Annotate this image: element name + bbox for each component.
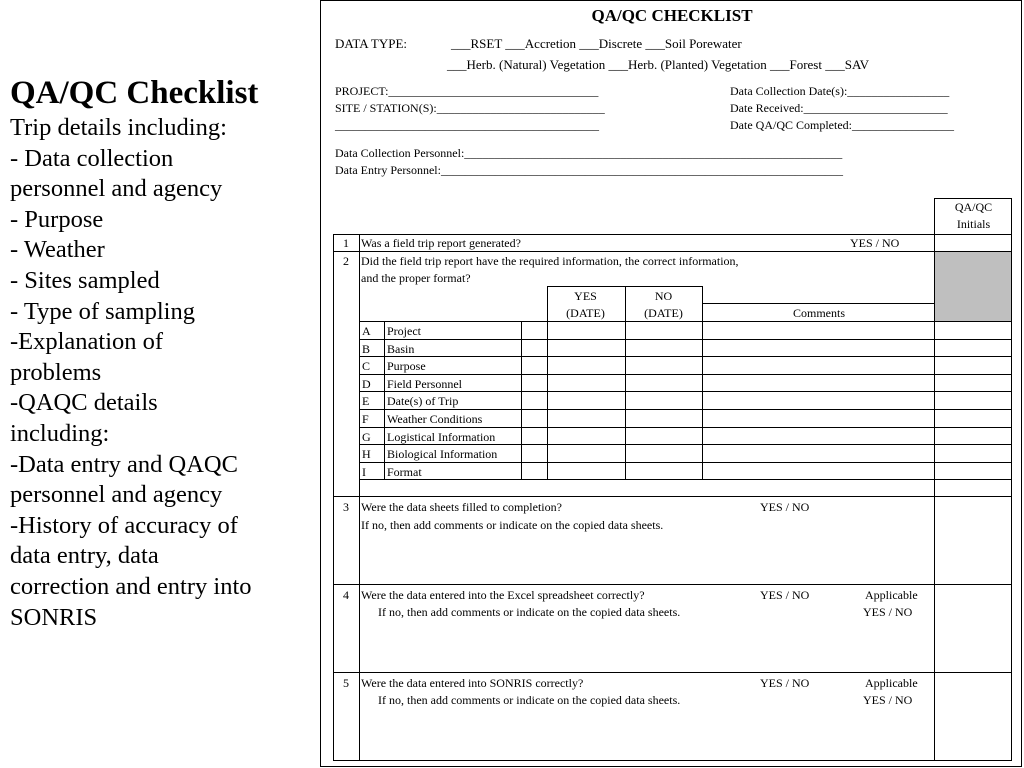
q4-text-line1: Were the data entered into the Excel spreadsheet correctly? [361,588,645,602]
q2-yes-header: YES [574,289,597,303]
q4-answer: YES / NO [760,588,810,602]
grid-line [333,672,1012,673]
form-title: QA/QC CHECKLIST [591,6,753,25]
summary-line: - Weather [10,236,105,264]
grid-line [384,321,385,480]
q2-item-label: Field Personnel [387,376,462,391]
grid-line [333,760,1012,761]
q2-item-label: Project [387,324,421,338]
summary-line: -Explanation of [10,328,164,356]
entry-personnel-field: Data Entry Personnel:___________________________________________________________________ [335,163,843,177]
summary-line: -History of accuracy of [10,511,238,539]
summary-line: - Data collection [10,144,174,172]
summary-line: - Type of sampling [10,297,195,325]
blank-field: ____________________________________________ [335,118,599,132]
summary-line: Trip details including: [10,114,227,141]
summary-line: personnel and agency [10,175,223,203]
q2-no-header: NO [654,289,673,303]
collection-dates-field: Data Collection Date(s):_________________ [730,84,950,98]
q2-item-label: Biological Information [387,447,498,462]
data-type-label: DATA TYPE: [335,36,408,51]
qaqc-checklist-form [320,0,1022,767]
q5-number: 5 [343,676,349,690]
q5-text-line2: If no, then add comments or indicate on the copied data sheets. [378,693,681,707]
grid-line [359,479,1012,480]
project-field: PROJECT:___________________________________ [335,84,599,98]
grid-line [359,234,360,761]
summary-line: problems [10,358,102,386]
q2-item-letter: F [362,412,369,426]
grid-line [702,303,935,304]
q2-item-letter: G [362,429,371,444]
summary-line: -Data entry and QAQC [10,450,238,478]
summary-line: SONRIS [10,603,98,631]
q2-item-label: Weather Conditions [387,412,483,426]
collection-personnel-field: Data Collection Personnel:_______________________________________________________________ [335,146,843,160]
q2-text-line1: Did the field trip report have the required information, the correct information, [361,254,739,268]
summary-line: -QAQC details [10,389,158,417]
date-received-field: Date Received:________________________ [730,101,948,115]
date-qaqc-completed-field: Date QA/QC Completed:_________________ [730,118,954,132]
summary-lines [10,113,310,633]
grid-line [1011,234,1012,761]
summary-line: correction and entry into [10,572,252,600]
grid-line [333,496,1012,497]
q2-text-line2: and the proper format? [361,271,471,285]
q5-applicable-answer: YES / NO [863,693,913,707]
shaded-cell [935,252,1011,321]
grid-line [359,339,1012,340]
initials-header [935,199,1012,233]
q5-answer: YES / NO [760,676,810,690]
grid-line [333,584,1012,585]
q3-text-line1: Were the data sheets filled to completion? [361,500,562,514]
q3-answer: YES / NO [760,500,810,514]
q5-applicable-label: Applicable [865,676,918,690]
q2-comments-header: Comments [792,306,845,320]
summary-title: QA/QC Checklist [10,75,259,111]
summary-line: - Sites sampled [10,266,160,294]
data-type-options-row2: ___Herb. (Natural) Vegetation ___Herb. (Planted) Vegetation ___Forest ___SAV [447,57,870,72]
q2-item-letter: H [362,447,371,462]
q2-item-letter: D [362,376,371,391]
summary-line: personnel and agency [10,481,223,509]
q2-yes-date-label: (DATE) [566,306,605,320]
summary-panel [10,74,310,633]
initials-header-line2: Initials [956,217,991,231]
q2-item-label: Date(s) of Trip [387,394,459,409]
q1-text: Was a field trip report generated? [361,236,521,250]
q2-no-date-label: (DATE) [644,306,683,320]
grid-line [359,356,1012,357]
q4-applicable-answer: YES / NO [863,605,913,619]
q2-item-letter: E [362,394,370,409]
q2-item-label: Purpose [387,359,426,374]
q1-answer: YES / NO [850,236,900,250]
q4-number: 4 [343,588,349,602]
initials-header-line1: QA/QC [954,200,993,214]
data-type-options-row1: ___RSET ___Accretion ___Discrete ___Soil Porewater [451,36,742,51]
q2-item-letter: B [362,341,371,356]
q4-text-line2: If no, then add comments or indicate on the copied data sheets. [378,605,681,619]
q2-no-date-header [625,288,702,322]
site-station-field: SITE / STATION(S):____________________________ [335,101,605,115]
q5-text-line1: Were the data entered into SONRIS correctly? [361,676,584,690]
q2-yes-date-header [547,288,624,322]
q2-item-label: Format [387,464,422,479]
summary-line: data entry, data [10,542,159,570]
q3-text-line2: If no, then add comments or indicate on the copied data sheets. [361,518,664,532]
q2-item-letter: C [362,359,371,374]
summary-line: - Purpose [10,205,104,233]
q2-item-letter: I [362,464,366,479]
q4-applicable-label: Applicable [865,588,918,602]
grid-line [333,251,1012,252]
q2-item-label: Logistical Information [387,429,496,444]
q2-number: 2 [343,254,349,268]
q2-item-label: Basin [387,341,415,356]
summary-line: including: [10,419,110,447]
q3-number: 3 [343,500,349,514]
grid-line [521,321,522,480]
q2-item-letter: A [362,324,371,338]
q1-number: 1 [343,236,349,250]
